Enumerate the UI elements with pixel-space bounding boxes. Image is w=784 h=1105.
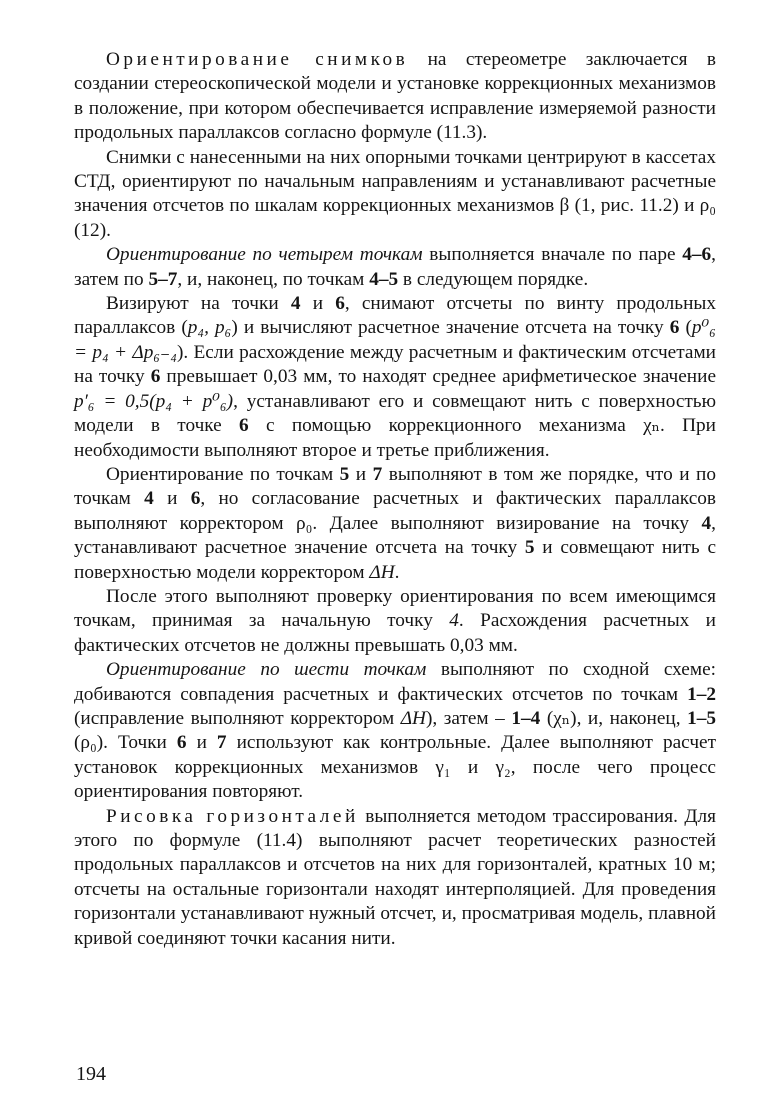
text-run: 4 <box>290 293 301 315</box>
text-run: 6 <box>150 366 161 388</box>
text-run: 1–5 <box>687 707 716 729</box>
text-run: 5 <box>339 463 350 485</box>
text-run: и <box>186 732 217 754</box>
paragraph <box>74 146 716 244</box>
body-text <box>74 48 716 951</box>
text-run: 4 <box>449 610 459 632</box>
paragraph <box>74 585 716 658</box>
text-run: ΔH <box>369 561 395 583</box>
text-run: p′₆ = 0,5(p₄ + p⁰₆) <box>74 390 234 412</box>
text-run: 5–7 <box>148 268 178 290</box>
paragraph <box>74 658 716 804</box>
text-run: 6 <box>335 293 345 315</box>
text-run: и <box>153 488 191 510</box>
paragraph <box>74 243 716 292</box>
text-run: , устанавливают расчетное значение отсчета на точку <box>74 512 716 559</box>
text-run: p₄, p₆ <box>187 317 232 339</box>
text-run: превышает 0,03 мм, то находят среднее арифметическое значение <box>160 366 716 388</box>
text-run: 4 <box>701 512 712 534</box>
text-run: ΔH <box>400 707 426 729</box>
text-run: и совмещают нить с поверхностью модели корректором <box>74 537 716 583</box>
text-run: 4–6 <box>682 244 712 266</box>
text-run: 1–4 <box>511 707 541 729</box>
text-run: . <box>394 561 400 583</box>
text-run: на стереометре заключается в создании стереоскопической модели и установке коррекционных механизмов в положение, при котором обеспечивается исправление измеряемой разности продольных параллаксов согласно формуле (11.3). <box>74 49 716 144</box>
text-run: , снимают отсчеты по винту продольных параллаксов ( <box>74 293 716 339</box>
text-run: и <box>300 293 336 315</box>
paragraph <box>74 48 716 146</box>
text-run: p⁰₆ = p₄ + Δp₆₋₄ <box>74 317 716 363</box>
text-run: Снимки с нанесенными на них опорными точками центрируют в кассетах СТД, ориентируют по начальным направлениям и устанавливают расчетные значения отсчетов по шкалам коррекционных механизмов β (1, рис. 11.2) и ρ₀ (12). <box>74 146 716 241</box>
text-run: 6 <box>190 488 201 510</box>
text-run: ) и вычисляют расчетное значение отсчета на точку <box>231 317 670 339</box>
text-run: с помощью коррекционного механизма χₙ. При необходимости выполняют второе и третье приближения. <box>74 415 716 461</box>
text-run: выполняют по сходной схеме: добиваются совпадения расчетных и фактических отсчетов по точкам <box>74 659 716 705</box>
text-run: выполняется методом трассирования. Для этого по формуле (11.4) выполняют расчет теоретических разностей продольных параллаксов и отсчетов на них для горизонталей, кратных 10 м; отсчеты на остальные горизонтали находят интерполяцией. Для проведения горизонтали устанавливают нужный отсчет, и, просматривая модель, плавной кривой соединяют точки касания нити. <box>74 805 716 949</box>
text-run: Ориентирование по шести точкам <box>106 659 427 681</box>
text-run: и <box>349 463 373 485</box>
text-run: (ρ₀). Точки <box>74 732 177 754</box>
text-run: Ориентирование снимков <box>106 49 409 70</box>
text-run: , и, наконец, по точкам <box>177 268 370 290</box>
text-run: . Расхождения расчетных и фактических отсчетов не должны превышать 0,03 мм. <box>74 610 717 656</box>
text-run: выполняется вначале по паре <box>422 244 683 266</box>
text-run: выполняют в том же порядке, что и по точкам <box>74 463 716 510</box>
page-number: 194 <box>76 1063 106 1085</box>
text-run: 4 <box>144 488 154 510</box>
text-run: используют как контрольные. Далее выполняют расчет установок коррекционных механизмов γ₁ и γ₂, после чего процесс ориентирования повторяют. <box>74 732 716 803</box>
paragraph <box>74 805 716 951</box>
text-run: ). Если расхождение между расчетным и фактическим отсчетами на точку <box>74 341 716 388</box>
text-run: 5 <box>524 537 535 559</box>
text-run: (χₙ), и, наконец, <box>540 707 688 729</box>
text-run: Рисовка горизонталей <box>106 805 359 827</box>
text-run: Ориентирование по точкам <box>106 463 340 485</box>
text-run: , затем по <box>74 244 716 290</box>
text-run: 4–5 <box>369 268 399 290</box>
text-run: ( <box>679 317 692 339</box>
text-run: (исправление выполняют корректором <box>74 707 401 729</box>
text-run: , но согласование расчетных и фактических параллаксов выполняют корректором ρ₀. Далее выполняют визирование на точку <box>74 488 716 534</box>
text-run: 6 <box>669 317 680 339</box>
text-run: 6 <box>176 732 187 754</box>
text-run: ), затем – <box>425 707 512 729</box>
paragraph <box>74 463 716 585</box>
text-run: 7 <box>372 463 383 485</box>
text-run: После этого выполняют проверку ориентирования по всем имеющимся точкам, принимая за начальную точку <box>74 585 716 632</box>
paragraph <box>74 292 716 463</box>
text-run: 7 <box>216 732 227 754</box>
text-run: Визируют на точки <box>106 293 291 315</box>
text-run: в следующем порядке. <box>398 268 589 290</box>
text-run: 6 <box>239 415 249 437</box>
text-run: Ориентирование по четырем точкам <box>106 244 423 266</box>
text-run: , устанавливают его и совмещают нить с поверхностью модели в точке <box>74 390 716 437</box>
text-run: 1–2 <box>687 683 716 705</box>
